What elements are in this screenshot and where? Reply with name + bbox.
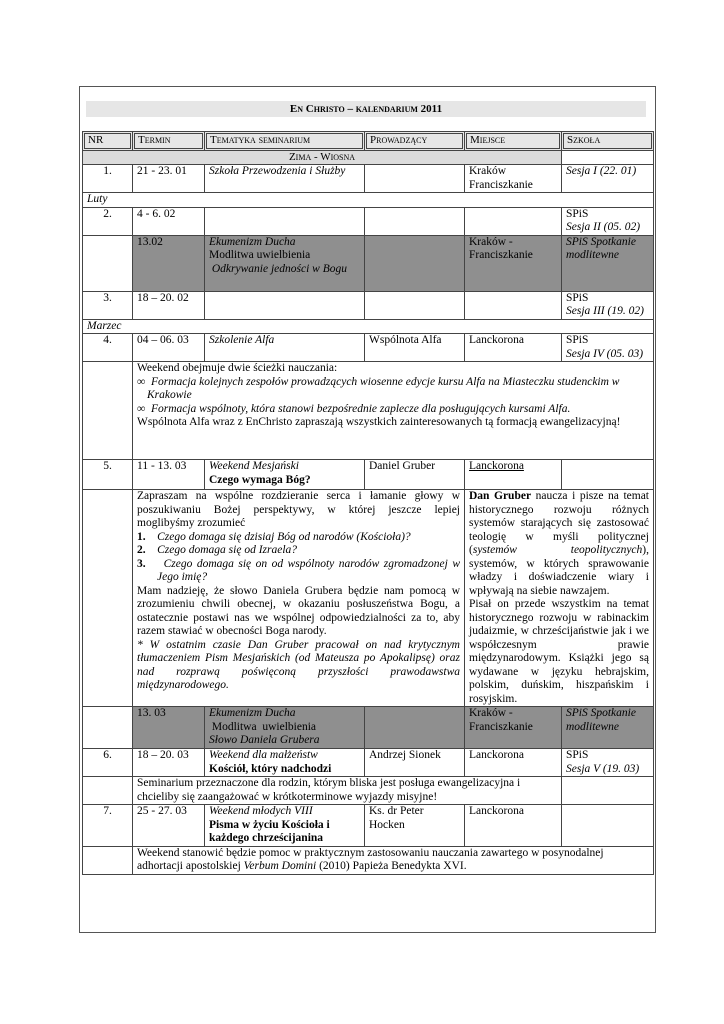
table-row [83,707,654,749]
bullet-text: Formacja wspólnoty, która stanowi bezpośrednie zaplecze dla posługujących kursami Alfa. [150,402,571,415]
row-place: Lanckorona [465,460,562,490]
document-title: En Christo – kalendarium 2011 [86,101,646,117]
bio-text: Pisał on przede wszystkim na temat historycznego rozwoju w rabinackim judaizmie, w chrześcijaństwie jak i we współczesnym prawie międzynarodowym. Książki jego są wydawane w języku hebrajskim, polskim, duńskim, hiszpańskim i rosyjskim. [469,598,649,705]
row-topic: Szkoła Przewodzenia i Służby [205,165,365,193]
row-school: Sesja I (22. 01) [562,165,654,193]
row-date: 13. 03 [133,707,205,749]
school-session: Sesja V (19. 03) [566,762,640,775]
row-school [562,749,654,777]
row-school: SPiS Spotkanie modlitewne [562,235,654,291]
table-row [83,749,654,777]
row-leader: Andrzej Sionek [365,749,465,777]
question-item: 2. Czego domaga się od Izraela? [137,544,298,556]
table-row [83,805,654,847]
topic-line: Weekend dla małżeństw [209,749,318,761]
topic-line: Odkrywanie jedności w Bogu [209,262,347,275]
col-szkola: Szkoła [563,133,652,149]
note-text: * W ostatnim czasie Dan Gruber pracował on nad krytycznym tłumaczeniem Pism Mesjańskich (od Mateusza po Apokalipsę) oraz nad rozprawą poświęconą przyszłości prawodawstwa międzynarodowego. [137,638,460,691]
row-place: Kraków - Franciszkanie [465,707,562,749]
question-text: Czego domaga się od Izraela? [157,544,298,556]
table-row [83,235,654,291]
row-date: 18 – 20. 03 [133,749,205,777]
month-row [83,319,654,334]
col-prowadzacy: Prowadzący [366,133,463,149]
row-school [562,291,654,319]
school-session: Sesja II (05. 02) [566,221,641,233]
topic-line: Weekend Mesjański [209,460,299,472]
note-row [83,846,654,874]
topic-line: Ekumenizm Ducha [209,707,296,719]
row-number: 6. [83,749,133,777]
col-nr: NR [84,133,131,149]
row-topic [205,235,365,291]
row-number: 2. [83,207,133,235]
question-item: 3. Czego domaga się on od wspólnoty narodów zgromadzonej w Jego imię? [137,557,460,583]
seminar-description [133,490,465,707]
row-topic [205,805,365,847]
row-date: 11 - 13. 03 [133,460,205,490]
row-date: 4 - 6. 02 [133,207,205,235]
topic-line: Czego wymaga Bóg? [209,473,311,486]
school-name: SPiS [566,207,589,220]
question-text: Czego domaga się on od wspólnoty narodów zgromadzonej w Jego imię? [157,557,460,583]
topic-line: Ekumenizm Ducha [209,235,296,248]
note-bullet: ∞ Formacja wspólnoty, która stanowi bezpośrednie zaplecze dla posługujących kursami Alfa. [137,402,571,415]
col-termin: Termin [134,133,203,149]
bio-part: systemów teopolitycznych [472,544,643,556]
row-leader: Wspólnota Alfa [365,334,465,362]
month-label: Luty [83,193,654,208]
note-row [83,777,654,805]
note-text: Wspólnota Alfa wraz z EnChristo zapraszają wszystkich zainteresowanych tą formacją ewangelizacyjną! [137,416,621,428]
col-miejsce: Miejsce [466,133,560,149]
row-date: 18 – 20. 02 [133,291,205,319]
table-row [83,291,654,319]
school-name: SPiS [566,291,589,304]
school-name: SPiS [566,334,589,346]
school-name: SPiS [566,749,589,761]
row-topic: Szkolenie Alfa [205,334,365,362]
row-number: 3. [83,291,133,319]
school-session: Sesja IV (05. 03) [566,347,644,360]
row-number: 4. [83,334,133,362]
row-topic [205,460,365,490]
topic-line: Modlitwa uwielbienia [209,249,311,261]
row-topic [205,749,365,777]
row-topic [205,707,365,749]
season-row [83,150,654,165]
month-row [83,193,654,208]
note-text: Weekend obejmuje dwie ścieżki nauczania: [137,362,338,374]
row-date: 04 – 06. 03 [133,334,205,362]
row-number: 1. [83,165,133,193]
col-tematyka: Tematyka seminarium [206,133,363,149]
row-number: 7. [83,805,133,847]
row-place: Lanckorona [465,334,562,362]
bio-text [469,490,649,598]
note-part: Weekend stanowić będzie pomoc w praktycznym zastosowaniu nauczania zawartego w posynodalnej adhortacji apostolskiej [137,846,604,872]
row-date: 25 - 27. 03 [133,805,205,847]
note-row [83,490,654,707]
row-place: Kraków Franciszkanie [465,165,562,193]
row-date: 13.02 [133,235,205,291]
question-item: 1. Czego domaga się dzisiaj Bóg od narodów (Kościoła)? [137,530,411,543]
question-text: Czego domaga się dzisiaj Bóg od narodów (Kościoła)? [157,530,411,543]
table-row [83,460,654,490]
table-row [83,165,654,193]
table-row [83,334,654,362]
row-number: 5. [83,460,133,490]
topic-line: Pisma w życiu Kościoła i każdego chrześcijanina [209,818,330,844]
school-session: Sesja III (19. 02) [566,305,644,317]
bullet-text: Formacja kolejnych zespołów prowadzących wiosenne edycje kursu Alfa na Miasteczku studenckim w Krakowie [147,375,620,401]
row-school: SPiS Spotkanie modlitewne [562,707,654,749]
row-leader [365,165,465,193]
table-row [83,207,654,235]
row-leader: Ks. dr Peter Hocken [365,805,465,847]
note-text: Zapraszam na wspólne rozdzieranie serca i łamanie głowy w poszukiwaniu Bożej perspektywy, w której jeszcze lepiej moglibyśmy zrozumieć [137,490,460,529]
row-school [562,207,654,235]
document-frame [79,86,656,933]
row-note [133,846,654,874]
note-bullet: ∞ Formacja kolejnych zespołów prowadzących wiosenne edycje kursu Alfa na Miasteczku studenckim w Krakowie [137,375,620,401]
row-place: Kraków - Franciszkanie [465,235,562,291]
row-note: Seminarium przeznaczone dla rodzin, którym bliska jest posługa ewangelizacyjna i chcieliby się zaangażować w krótkoterminowe wyjazdy misyjne! [133,777,562,805]
row-leader: Daniel Gruber [365,460,465,490]
note-text: Mam nadzieję, że słowo Daniela Grubera będzie nam pomocą w zrozumieniu chwili obecnej, w okazaniu posłuszeństwa Bogu, a ostatecznie postawi nas we wspólnej odpowiedzialności za to, aby razem stawiać w obecności Boga narody. [137,584,460,637]
bio-part: naucza i pisze na temat historycznego rozwoju różnych systemów starających się zastosować teologię w myśli politycznej ( [469,490,650,556]
topic-line: Weekend młodych VIII [209,805,313,817]
calendar-table [82,131,654,875]
bio-name: Dan Gruber [469,490,532,502]
row-school [562,334,654,362]
bio-part: ), systemów, w których sprawowanie władzy i doświadczenie wiary i wpływają na siebie nawzajem. [469,544,649,597]
row-note [133,362,654,460]
speaker-bio [465,490,654,707]
column-header-row [83,132,654,151]
month-label: Marzec [83,319,654,334]
topic-line: Słowo Daniela Grubera [209,734,320,746]
season-label: Zima - Wiosna [83,150,562,165]
topic-line: Modlitwa uwielbienia [209,720,316,733]
row-place: Lanckorona [465,805,562,847]
topic-line: Kościół, który nadchodzi [209,762,332,775]
note-part: (2010) Papieża Benedykta XVI. [316,860,467,872]
note-row [83,362,654,460]
row-place: Lanckorona [465,749,562,777]
row-date: 21 - 23. 01 [133,165,205,193]
note-part: Verbum Domini [243,860,317,872]
